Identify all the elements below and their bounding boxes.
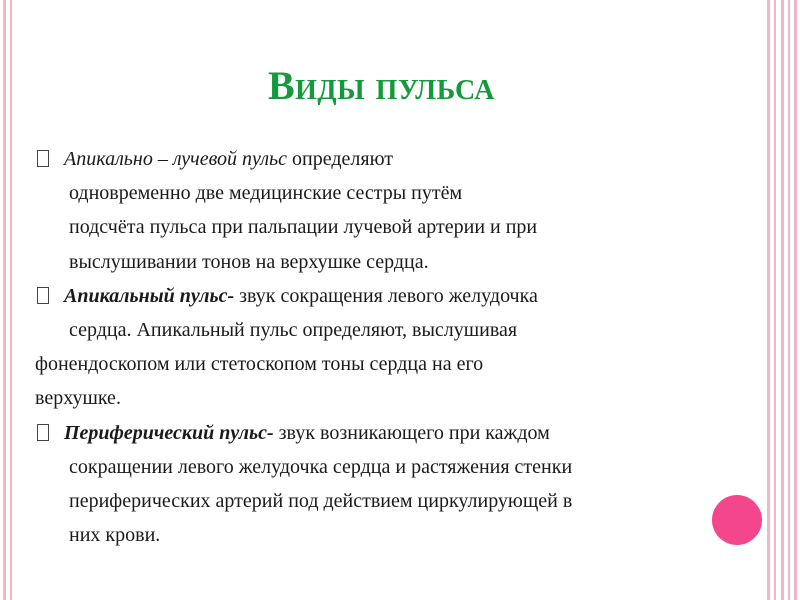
slide-body bbox=[35, 142, 715, 552]
bullet-line: фонендоскопом или стетоскопом тоны сердца на его bbox=[35, 353, 484, 376]
bullet-term: Апикально – лучевой пульс bbox=[64, 148, 288, 170]
bullet-line: периферических артерий под действием циркулирующей в bbox=[69, 489, 573, 512]
frame-stripe bbox=[767, 0, 770, 600]
bullet-line: подсчёта пульса при пальпации лучевой артерии и при bbox=[69, 216, 538, 239]
bullet-term: Апикальный пульс- bbox=[64, 284, 235, 307]
bullet-line bbox=[35, 279, 715, 313]
bullet-text: определяют bbox=[287, 148, 393, 170]
frame-stripe bbox=[794, 0, 797, 600]
bullet-box-icon bbox=[37, 150, 49, 167]
bullet-line bbox=[35, 416, 715, 450]
frame-stripe bbox=[774, 0, 776, 600]
bullet-line: одновременно две медицинские сестры путём bbox=[69, 182, 463, 205]
bullet-line: сокращении левого желудочка сердца и растяжения стенки bbox=[69, 455, 573, 478]
bullet-text: звук сокращения левого желудочка bbox=[234, 284, 538, 307]
bullet-box-icon bbox=[37, 287, 49, 304]
frame-stripe bbox=[10, 0, 12, 600]
frame-stripe bbox=[3, 0, 6, 600]
bullet-line: верхушке. bbox=[35, 387, 121, 410]
bullet-term: Периферический пульс- bbox=[64, 421, 274, 444]
bullet-text: звук возникающего при каждом bbox=[273, 421, 550, 444]
bullet-box-icon bbox=[37, 424, 49, 441]
slide-title: Виды пульса bbox=[267, 63, 496, 108]
bullet-line bbox=[35, 142, 715, 176]
frame-stripe bbox=[788, 0, 790, 600]
frame-stripe bbox=[781, 0, 784, 600]
bullet-line: сердца. Апикальный пульс определяют, выслушивая bbox=[69, 318, 518, 341]
bullet-line: выслушивании тонов на верхушке сердца. bbox=[69, 250, 429, 273]
bullet-line: них крови. bbox=[69, 524, 161, 547]
slide-canvas bbox=[14, 0, 765, 600]
decorative-dot bbox=[712, 495, 762, 545]
